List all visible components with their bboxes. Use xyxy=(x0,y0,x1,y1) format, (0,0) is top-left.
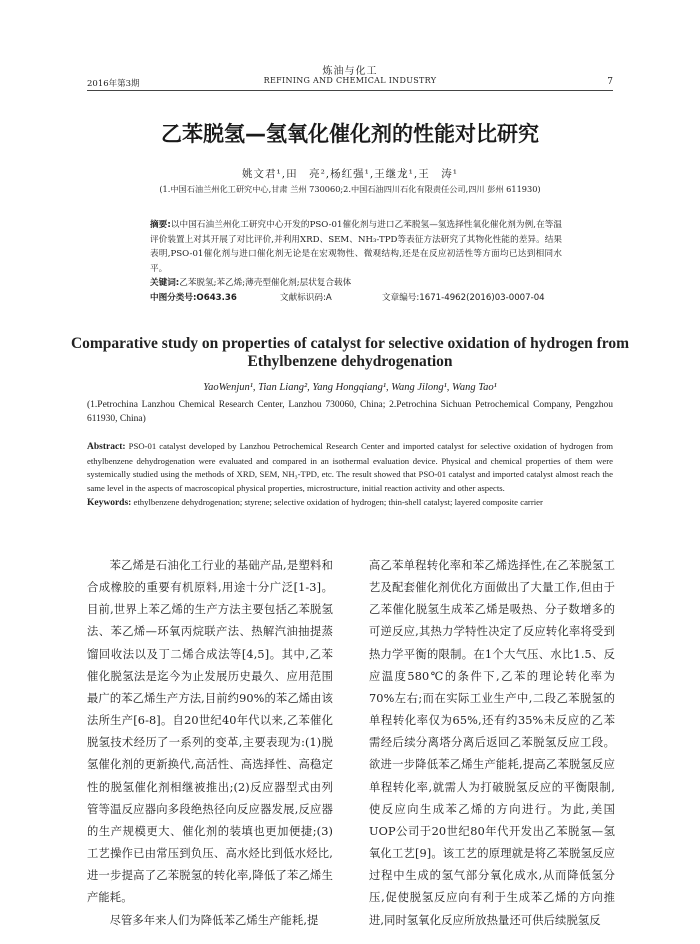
paragraph: 高乙苯单程转化率和苯乙烯选择性,在乙苯脱氢工艺及配套催化剂优化方面做出了大量工作,但由于乙苯催化脱氢生成苯乙烯是吸热、分子数增多的可逆反应,其热力学特性决定了反应转化率将受到热力学平衡的限制。在1个大气压、水比1.5、反应温度580℃的条件下,乙苯的理论转化率为70%左右;而在实际工业生产中,二段乙苯脱氢的单程转化率仅为65%,还有约35%未反应的乙苯需经后续分离塔分离后返回乙苯脱氢反应工段。欲进一步降低苯乙烯生产能耗,提高乙苯脱氢反应单程转化率,就需人为打破脱氢反应的平衡限制,使反应向生成苯乙烯的方向进行。为此,美国UOP公司于20世纪80年代开发出乙苯脱氢—氢氧化工艺[9]。该工艺的原理就是将乙苯脱氢反应过程中生成的氢气部分氧化成水,从而降低氢分压,促使脱氢反应向有利于生成苯乙烯的方向推进,同时氢氧化反应所放热量还可供后续脱氢反 xyxy=(369,559,615,927)
article-title-cn: 乙苯脱氢—氢氧化催化剂的性能对比研究 xyxy=(161,122,539,146)
abstract-en-block xyxy=(87,440,613,512)
journal-name-cn: 炼油与化工 xyxy=(322,66,378,77)
article-title-en: Comparative study on properties of catalyst for selective oxidation of hydrogen from Ethylbenzene dehydrogenation xyxy=(70,335,630,370)
affiliation-en: (1.Petrochina Lanzhou Chemical Research Center, Lanzhou 730060, China; 2.Petrochina Sichuan Petrochemical Company, Pengzhou 611930, China) xyxy=(87,400,613,424)
body-column-right xyxy=(369,555,615,932)
abstract-cn-text: 以中国石油兰州化工研究中心开发的PSO-01催化剂与进口乙苯脱氢—氢选择性氧化催化剂为例,在等温评价装置上对其开展了对比评价,并利用XRD、SEM、NH₃-TPD等表征方法研究了其物化性能的差异。结果表明,PSO-01催化剂与进口催化剂无论是在宏观物性、微观结构,还是在反应初活性等方面均已达到相同水平。 xyxy=(150,220,562,274)
body-column-left xyxy=(87,555,333,932)
header-divider xyxy=(87,90,613,91)
abstract-en-text: PSO-01 catalyst developed by Lanzhou Petrochemical Research Center and imported catalyst for selective oxidation of hydrogen from ethylbenzene dehydrogenation were evaluated and compared in an isothermal evaluation device. Physical and chemical properties of them were systemically studied using the methods of XRD, SEM, NH₃-TPD, etc. The result showed that PSO-01 catalyst and imported catalyst almost reach the same level in the aspects of macroscopical physical properties, microstructure, initial reaction activity and other aspects. xyxy=(87,441,614,493)
keywords-en-label: Keywords: xyxy=(87,498,132,508)
keywords-cn-text: 乙苯脱氢;苯乙烯;薄壳型催化剂;层状复合载体 xyxy=(179,278,352,289)
abstract-en-label: Abstract: xyxy=(87,442,126,452)
running-header xyxy=(87,62,613,92)
keywords-cn-label: 关键词: xyxy=(150,278,180,289)
keywords-cn xyxy=(150,276,562,291)
clc-number: 中图分类号:O643.36 xyxy=(150,292,237,303)
abstract-cn-block xyxy=(150,218,562,306)
affiliation-cn: (1.中国石油兰州化工研究中心,甘肃 兰州 730060;2.中国石油四川石化有限责任公司,四川 彭州 611930) xyxy=(159,184,541,194)
article-number: 文章编号:1671-4962(2016)03-0007-04 xyxy=(382,292,545,303)
authors-cn: 姚文君¹,田 亮²,杨红强¹,王继龙¹,王 涛¹ xyxy=(242,168,458,180)
document-code: 文献标识码:A xyxy=(280,292,332,303)
paragraph: 尽管多年来人们为降低苯乙烯生产能耗,提 xyxy=(109,913,319,927)
abstract-cn xyxy=(150,218,562,276)
abstract-cn-label: 摘要: xyxy=(150,220,171,230)
classification-row xyxy=(150,291,562,306)
paragraph: 苯乙烯是石油化工行业的基础产品,是塑料和合成橡胶的重要有机原料,用途十分广泛[1-3]。目前,世界上苯乙烯的生产方法主要包括乙苯脱氢法、苯乙烯—环氧丙烷联产法、热解汽油抽提蒸馏回收法以及丁二烯合成法等[4,5]。其中,乙苯催化脱氢法是迄今为止发展历史最久、应用范围最广的苯乙烯生产方法,目前约90%的苯乙烯由该法所生产[6-8]。自20世纪40年代以来,乙苯催化脱氢技术经历了一系列的变革,主要表现为:(1)脱氢催化剂的更新换代,高活性、高选择性、高稳定性的脱氢催化剂相继被推出;(2)反应器型式由列管等温反应器向多段绝热径向反应器发展,反应器的生产规模更大、催化剂的装填也更加便捷;(3)工艺操作已由常压到负压、高水烃比到低水烃比,进一步提高了乙苯脱氢的转化率,降低了苯乙烯生产能耗。 xyxy=(87,559,333,905)
keywords-en-text: ethylbenzene dehydrogenation; styrene; selective oxidation of hydrogen; thin-shell catalyst; layered composite carrier xyxy=(133,497,543,507)
authors-en: YaoWenjun¹, Tian Liang², Yang Hongqiang¹, Wang Jilong¹, Wang Tao¹ xyxy=(203,382,497,393)
abstract-en xyxy=(87,440,613,495)
issue-label: 2016年第3期 xyxy=(87,79,140,89)
keywords-en xyxy=(87,496,613,511)
page-number: 7 xyxy=(607,77,613,87)
journal-name-en: REFINING AND CHEMICAL INDUSTRY xyxy=(263,76,437,85)
